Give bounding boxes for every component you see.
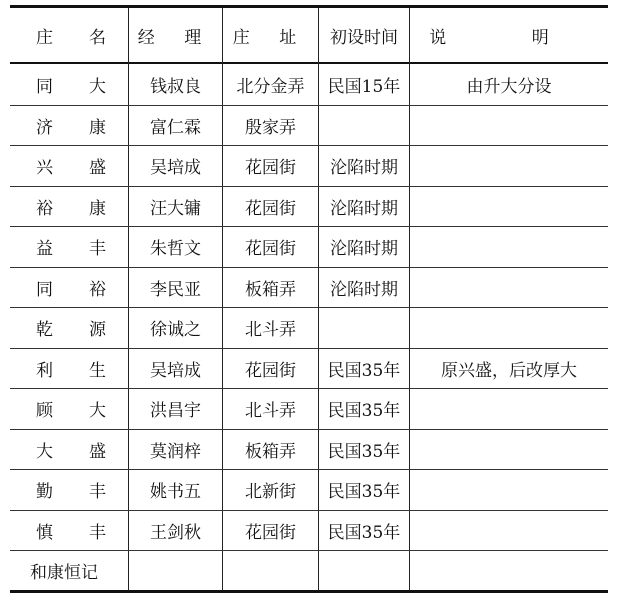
cell-manager: 富仁霖 [150, 118, 201, 138]
cell-manager: 吴培成 [150, 361, 201, 381]
cell-note [410, 267, 608, 308]
cell-note [410, 429, 608, 470]
cell-founded: 民国35年 [327, 442, 401, 462]
cell-note [410, 226, 608, 267]
cell-name [10, 64, 128, 105]
cell-manager: 姚书五 [150, 482, 201, 502]
cell-name [10, 348, 128, 389]
cell-founded: 民国35年 [327, 523, 401, 543]
cell-name-part: 利 [36, 361, 53, 381]
cell-address: 北斗弄 [245, 320, 296, 340]
cell-name-part: 勤 [36, 482, 53, 502]
cell-name-part: 丰 [89, 482, 106, 502]
header-manager: 经 理 [137, 27, 214, 48]
cell-name-part: 慎 [36, 523, 53, 543]
cell-name [10, 267, 128, 308]
header-name [10, 8, 128, 62]
cell-name [10, 388, 128, 429]
cell-name-part: 生 [89, 361, 106, 381]
cell-note [410, 510, 608, 551]
cell-founded: 民国35年 [327, 361, 401, 381]
cell-name [10, 105, 128, 146]
cell-founded: 民国35年 [327, 482, 401, 502]
cell-address: 北分金弄 [236, 77, 305, 97]
cell-address: 北斗弄 [245, 401, 296, 421]
cell-note: 由升大分设 [466, 77, 552, 97]
cell-address: 北新街 [245, 482, 296, 502]
cell-name-part: 裕 [36, 199, 53, 219]
cell-note [410, 469, 608, 510]
cell-name [10, 469, 128, 510]
cell-manager: 徐诚之 [150, 320, 201, 340]
cell-manager [129, 550, 222, 591]
cell-address: 花园街 [245, 239, 296, 259]
cell-name-part: 康 [89, 199, 106, 219]
cell-name [10, 145, 128, 186]
cell-founded: 沦陷时期 [330, 199, 398, 219]
cell-note [410, 186, 608, 227]
cell-address: 花园街 [245, 361, 296, 381]
cell-name-part: 同 [36, 77, 53, 97]
cell-name-part: 大 [89, 401, 106, 421]
cell-address: 花园街 [245, 199, 296, 219]
cell-note [410, 307, 608, 348]
cell-address: 花园街 [245, 523, 296, 543]
cell-founded [319, 105, 409, 146]
cell-name-part: 兴 [36, 158, 53, 178]
cell-name [10, 307, 128, 348]
cell-address: 板箱弄 [245, 280, 296, 300]
cell-address [223, 550, 318, 591]
cell-manager: 莫润梓 [150, 442, 201, 462]
cell-name-part: 大 [36, 442, 53, 462]
cell-manager: 吴培成 [150, 158, 201, 178]
cell-name-part: 丰 [89, 239, 106, 259]
cell-name [10, 226, 128, 267]
cell-name-part: 同 [36, 280, 53, 300]
header-name-char-1: 庄 [36, 27, 53, 48]
cell-name [10, 510, 128, 551]
cell-founded [319, 307, 409, 348]
cell-address: 花园街 [245, 158, 296, 178]
cell-name-part: 盛 [89, 158, 106, 178]
cell-founded: 沦陷时期 [330, 158, 398, 178]
cell-name-part: 益 [36, 239, 53, 259]
cell-manager: 王剑秋 [150, 523, 201, 543]
cell-note [410, 145, 608, 186]
cell-manager: 朱哲文 [150, 239, 201, 259]
cell-founded: 民国15年 [327, 77, 401, 97]
header-note: 说 明 [429, 27, 589, 48]
header-name-char-2: 名 [89, 27, 106, 48]
cell-founded: 沦陷时期 [330, 280, 398, 300]
cell-founded [319, 550, 409, 591]
cell-note: 原兴盛，后改厚大 [441, 361, 577, 381]
cell-address: 板箱弄 [245, 442, 296, 462]
cell-name-part: 乾 [36, 320, 53, 340]
cell-name-part: 济 [36, 118, 53, 138]
cell-name-part: 顾 [36, 401, 53, 421]
cell-note [410, 550, 608, 591]
cell-name-part: 源 [89, 320, 106, 340]
cell-name-part: 盛 [89, 442, 106, 462]
cell-name [10, 429, 128, 470]
cell-name [10, 186, 128, 227]
header-address: 庄 址 [232, 27, 309, 48]
cell-manager: 钱叔良 [150, 77, 201, 97]
cell-manager: 李民亚 [150, 280, 201, 300]
cell-note [410, 388, 608, 429]
cell-manager: 汪大镛 [150, 199, 201, 219]
cell-name-part: 裕 [89, 280, 106, 300]
cell-name-part: 康 [89, 118, 106, 138]
cell-name [10, 550, 128, 591]
cell-name-part: 大 [89, 77, 106, 97]
cell-address: 殷家弄 [245, 118, 296, 138]
cell-name-part: 丰 [89, 523, 106, 543]
header-founded: 初设时间 [330, 27, 398, 48]
cell-note [410, 105, 608, 146]
cell-name-part: 和康恒记 [30, 563, 98, 583]
cell-founded: 民国35年 [327, 401, 401, 421]
cell-manager: 洪昌宇 [150, 401, 201, 421]
cell-founded: 沦陷时期 [330, 239, 398, 259]
